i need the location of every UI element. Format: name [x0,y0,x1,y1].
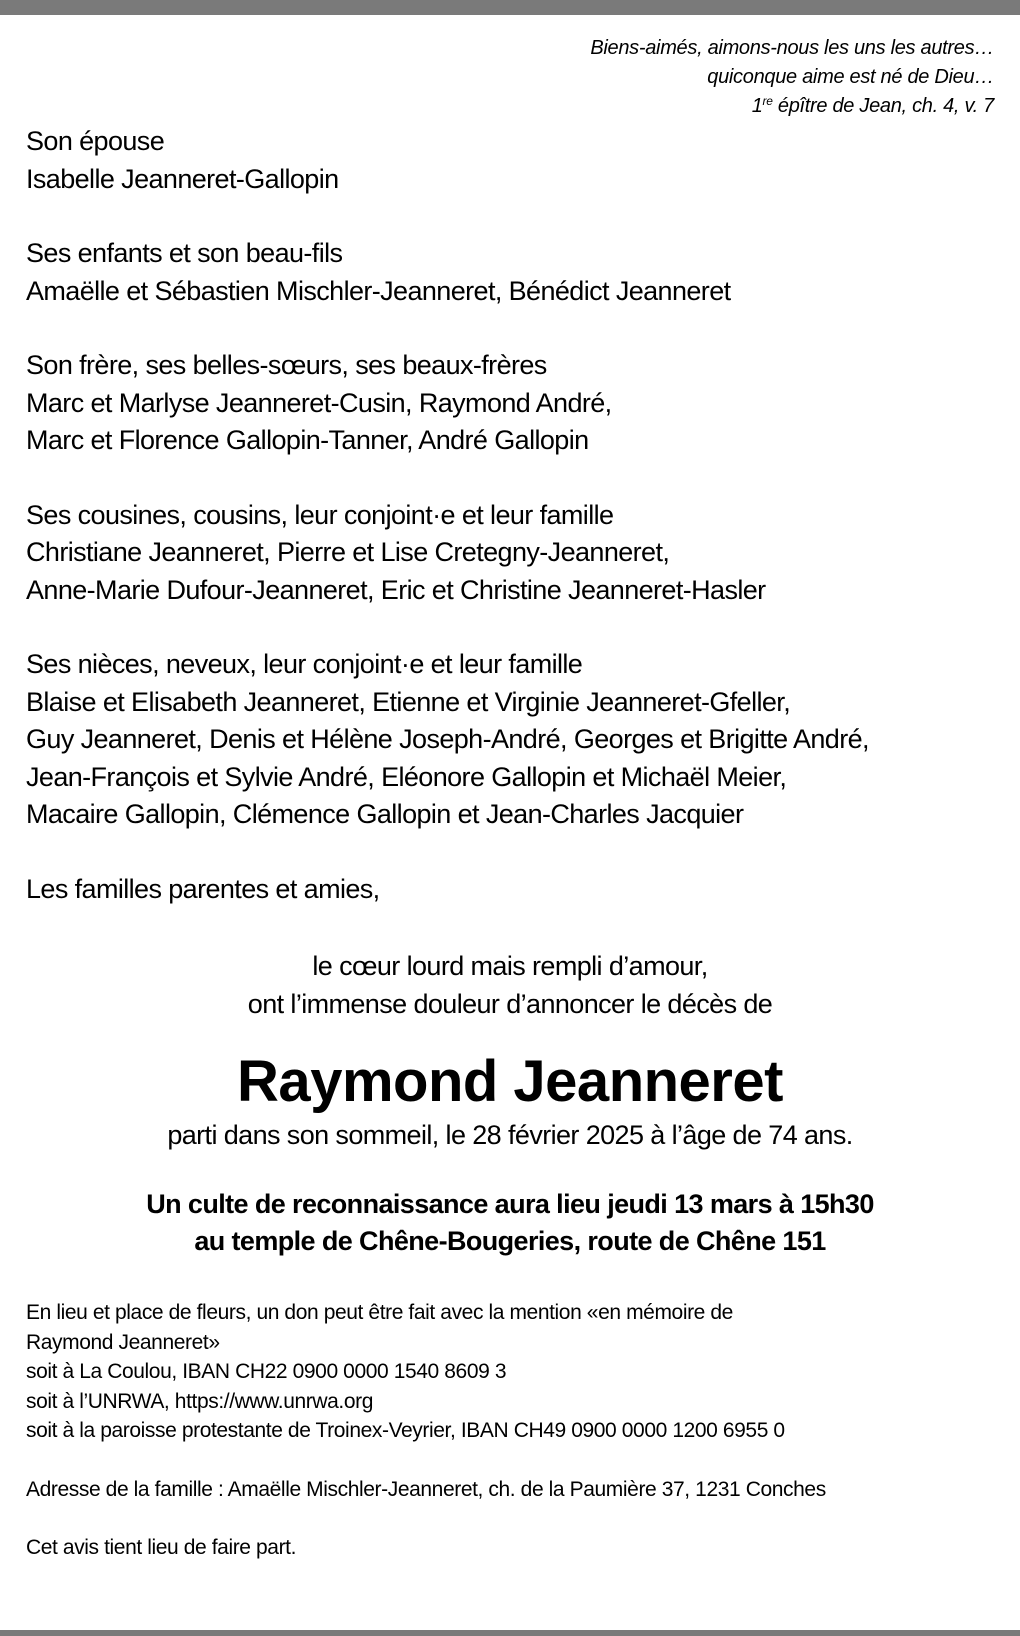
family-member-line: Christiane Jeanneret, Pierre et Lise Cretegny-Jeanneret, [26,537,670,567]
epigraph-reference-number: 1 [751,95,763,117]
donation-line: Raymond Jeanneret» [26,1330,220,1354]
family-group [26,235,994,310]
donation-line: soit à l’UNRWA, https://www.unrwa.org [26,1389,373,1413]
ceremony-line-1: Un culte de reconnaissance aura lieu jeudi 13 mars à 15h30 [146,1189,874,1219]
epigraph-reference-text: épître de Jean, ch. 4, v. 7 [772,95,994,117]
family-member-line: Amaëlle et Sébastien Mischler-Jeanneret, Bénédict Jeanneret [26,275,731,306]
epigraph-reference-superscript: re [762,94,773,108]
deceased-name: Raymond Jeanneret [237,1049,783,1114]
bible-epigraph [26,34,994,121]
top-border-bar [0,0,1020,15]
donation-info [26,1298,994,1446]
family-member-line: Macaire Gallopin, Clémence Gallopin et Jean-Charles Jacquier [26,799,744,829]
family-member-line: Guy Jeanneret, Denis et Hélène Joseph-André, Georges et Brigitte André, [26,724,869,754]
family-member-line: Blaise et Elisabeth Jeanneret, Etienne et Virginie Jeanneret-Gfeller, [26,686,791,717]
family-group-heading: Son frère, ses belles-sœurs, ses beaux-frères [26,350,547,380]
family-group [26,871,994,909]
family-group-heading: Les familles parentes et amies, [26,873,380,904]
announcement [26,948,994,1023]
epigraph-line-2: quiconque aime est né de Dieu… [707,66,994,88]
family-group [26,123,994,198]
bottom-border-bar [0,1630,1020,1636]
family-group-heading: Ses cousines, cousins, leur conjoint·e et leur famille [26,499,614,530]
family-member-line: Marc et Florence Gallopin-Tanner, André Gallopin [26,425,589,455]
family-group-heading: Ses nièces, neveux, leur conjoint·e et leur famille [26,649,583,679]
donation-line: soit à La Coulou, IBAN CH22 0900 0000 1540 8609 3 [26,1360,507,1383]
family-member-line: Anne-Marie Dufour-Jeanneret, Eric et Christine Jeanneret-Hasler [26,574,766,605]
family-group [26,347,994,460]
family-member-line: Isabelle Jeanneret-Gallopin [26,163,339,194]
family-group [26,497,994,610]
announcement-line-1: le cœur lourd mais rempli d’amour, [312,951,708,981]
epigraph-line-1: Biens-aimés, aimons-nous les uns les autres… [590,37,994,59]
ceremony-line-2: au temple de Chêne-Bougeries, route de Chêne 151 [194,1226,826,1256]
ceremony-details [26,1186,994,1260]
family-member-line: Marc et Marlyse Jeanneret-Cusin, Raymond André, [26,387,612,418]
obituary-notice [26,34,994,1563]
family-address: Adresse de la famille : Amaëlle Mischler-Jeanneret, ch. de la Paumière 37, 1231 Conches [26,1477,826,1501]
family-group-heading: Son épouse [26,126,165,156]
donation-line: En lieu et place de fleurs, un don peut être fait avec la mention «en mémoire de [26,1301,733,1324]
donation-line: soit à la paroisse protestante de Troinex-Veyrier, IBAN CH49 0900 0000 1200 6955 0 [26,1419,785,1442]
closing-note: Cet avis tient lieu de faire part. [26,1536,297,1559]
announcement-line-2: ont l’immense douleur d’annoncer le décès de [247,988,773,1019]
epigraph-reference [26,92,994,121]
family-group [26,646,994,834]
family-member-line: Jean-François et Sylvie André, Eléonore Gallopin et Michaël Meier, [26,761,787,792]
family-group-heading: Ses enfants et son beau-fils [26,238,343,268]
passing-details: parti dans son sommeil, le 28 février 2025 à l’âge de 74 ans. [167,1120,853,1150]
family-list [26,123,994,908]
